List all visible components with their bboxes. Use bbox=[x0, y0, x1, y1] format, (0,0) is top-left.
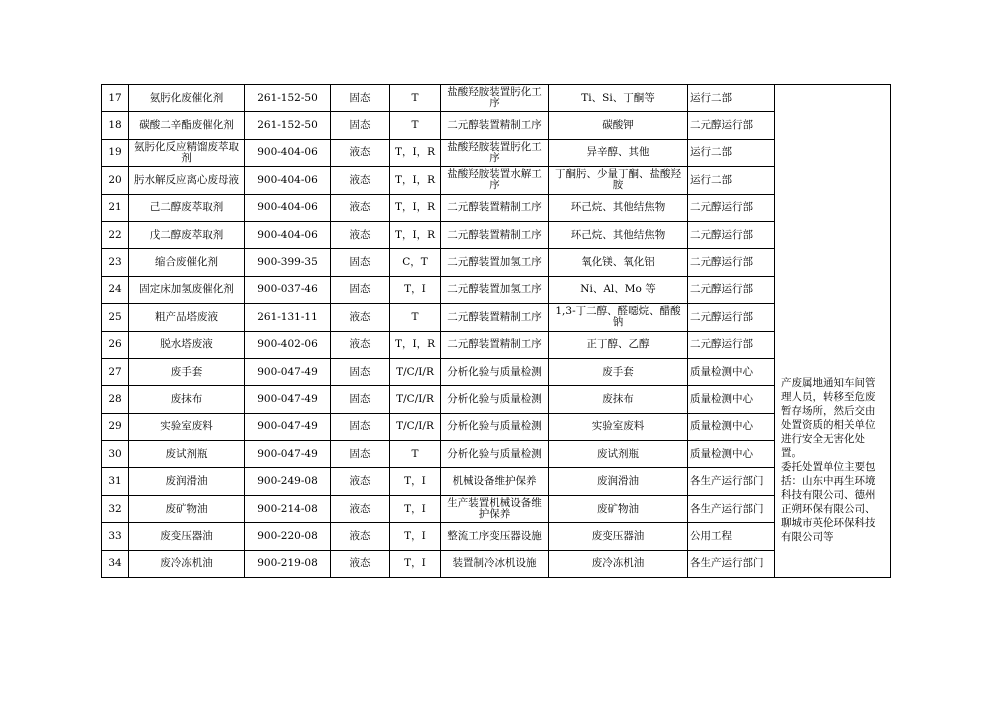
waste-code-cell: 261-152-50 bbox=[245, 85, 331, 112]
table-row bbox=[102, 358, 891, 385]
main-components-cell: 废试剂瓶 bbox=[549, 441, 688, 468]
waste-source-cell: 二元醇装置精制工序 bbox=[441, 304, 549, 331]
row-number-cell: 21 bbox=[102, 194, 129, 221]
hazard-characteristic-cell: T/C/I/R bbox=[390, 358, 441, 385]
hazard-characteristic-cell: T/C/I/R bbox=[390, 413, 441, 440]
waste-source-cell: 分析化验与质量检测 bbox=[441, 441, 549, 468]
waste-code-cell: 900-047-49 bbox=[245, 358, 331, 385]
main-components-cell: 1,3-丁二醇、醛噁烷、醋酸钠 bbox=[549, 304, 688, 331]
main-components-cell: 实验室废料 bbox=[549, 413, 688, 440]
responsible-department-cell: 各生产运行部门 bbox=[688, 550, 775, 577]
waste-code-cell: 900-404-06 bbox=[245, 139, 331, 166]
waste-source-cell: 装置制冷冰机设施 bbox=[441, 550, 549, 577]
main-components-cell: 环己烷、其他结焦物 bbox=[549, 221, 688, 248]
physical-state-cell: 液态 bbox=[331, 194, 390, 221]
row-number-cell: 27 bbox=[102, 358, 129, 385]
waste-source-cell: 盐酸羟胺装置肟化工序 bbox=[441, 85, 549, 112]
physical-state-cell: 固态 bbox=[331, 85, 390, 112]
table-row bbox=[102, 441, 891, 468]
responsible-department-cell: 二元醇运行部 bbox=[688, 194, 775, 221]
hazard-characteristic-cell: T bbox=[390, 112, 441, 139]
waste-code-cell: 900-037-46 bbox=[245, 276, 331, 303]
waste-source-cell: 分析化验与质量检测 bbox=[441, 358, 549, 385]
waste-code-cell: 900-219-08 bbox=[245, 550, 331, 577]
waste-source-cell: 机械设备维护保养 bbox=[441, 468, 549, 495]
table-row bbox=[102, 523, 891, 550]
main-components-cell: Ti、Si、丁酮等 bbox=[549, 85, 688, 112]
waste-source-cell: 分析化验与质量检测 bbox=[441, 413, 549, 440]
waste-name-cell: 碳酸二辛酯废催化剂 bbox=[129, 112, 245, 139]
waste-source-cell: 整流工序变压器设施 bbox=[441, 523, 549, 550]
responsible-department-cell: 二元醇运行部 bbox=[688, 221, 775, 248]
waste-code-cell: 900-404-06 bbox=[245, 194, 331, 221]
table-row bbox=[102, 550, 891, 577]
waste-code-cell: 900-404-06 bbox=[245, 221, 331, 248]
responsible-department-cell: 质量检测中心 bbox=[688, 441, 775, 468]
table-row bbox=[102, 85, 891, 112]
responsible-department-cell: 公用工程 bbox=[688, 523, 775, 550]
waste-source-cell: 分析化验与质量检测 bbox=[441, 386, 549, 413]
physical-state-cell: 固态 bbox=[331, 249, 390, 276]
hazard-characteristic-cell: T，I，R bbox=[390, 139, 441, 166]
hazard-characteristic-cell: T bbox=[390, 304, 441, 331]
physical-state-cell: 液态 bbox=[331, 523, 390, 550]
row-number-cell: 24 bbox=[102, 276, 129, 303]
waste-name-cell: 粗产品塔废液 bbox=[129, 304, 245, 331]
main-components-cell: 正丁醇、乙醇 bbox=[549, 331, 688, 358]
row-number-cell: 34 bbox=[102, 550, 129, 577]
physical-state-cell: 液态 bbox=[331, 167, 390, 194]
responsible-department-cell: 质量检测中心 bbox=[688, 358, 775, 385]
main-components-cell: 废手套 bbox=[549, 358, 688, 385]
table-row bbox=[102, 139, 891, 166]
row-number-cell: 29 bbox=[102, 413, 129, 440]
disposal-contractors-text: 委托处置单位主要包括：山东中再生环境科技有限公司、德州正朔环保有限公司、聊城市英伦环保科技有限公司等 bbox=[781, 461, 876, 544]
row-number-cell: 25 bbox=[102, 304, 129, 331]
physical-state-cell: 液态 bbox=[331, 304, 390, 331]
waste-source-cell: 二元醇装置精制工序 bbox=[441, 221, 549, 248]
waste-name-cell: 废变压器油 bbox=[129, 523, 245, 550]
physical-state-cell: 固态 bbox=[331, 112, 390, 139]
hazard-characteristic-cell: T，I，R bbox=[390, 221, 441, 248]
hazard-characteristic-cell: T，I，R bbox=[390, 194, 441, 221]
waste-code-cell: 900-402-06 bbox=[245, 331, 331, 358]
waste-name-cell: 戊二醇废萃取剂 bbox=[129, 221, 245, 248]
row-number-cell: 30 bbox=[102, 441, 129, 468]
waste-name-cell: 废手套 bbox=[129, 358, 245, 385]
physical-state-cell: 固态 bbox=[331, 276, 390, 303]
table-row bbox=[102, 194, 891, 221]
table-row bbox=[102, 112, 891, 139]
responsible-department-cell: 二元醇运行部 bbox=[688, 276, 775, 303]
physical-state-cell: 液态 bbox=[331, 495, 390, 522]
responsible-department-cell: 运行二部 bbox=[688, 167, 775, 194]
waste-source-cell: 二元醇装置精制工序 bbox=[441, 194, 549, 221]
responsible-department-cell: 运行二部 bbox=[688, 85, 775, 112]
main-components-cell: 异辛醇、其他 bbox=[549, 139, 688, 166]
row-number-cell: 17 bbox=[102, 85, 129, 112]
hazard-characteristic-cell: T，I，R bbox=[390, 331, 441, 358]
hazardous-waste-table bbox=[101, 84, 891, 578]
table-row bbox=[102, 221, 891, 248]
waste-code-cell: 900-047-49 bbox=[245, 441, 331, 468]
row-number-cell: 18 bbox=[102, 112, 129, 139]
waste-source-cell: 二元醇装置加氢工序 bbox=[441, 249, 549, 276]
disposal-note-cell bbox=[775, 85, 891, 578]
main-components-cell: 氧化镁、氧化铝 bbox=[549, 249, 688, 276]
row-number-cell: 26 bbox=[102, 331, 129, 358]
main-components-cell: 废冷冻机油 bbox=[549, 550, 688, 577]
physical-state-cell: 固态 bbox=[331, 413, 390, 440]
hazard-characteristic-cell: C，T bbox=[390, 249, 441, 276]
waste-code-cell: 900-249-08 bbox=[245, 468, 331, 495]
waste-name-cell: 氨肟化废催化剂 bbox=[129, 85, 245, 112]
hazard-characteristic-cell: T，I bbox=[390, 550, 441, 577]
hazard-characteristic-cell: T，I，R bbox=[390, 167, 441, 194]
row-number-cell: 31 bbox=[102, 468, 129, 495]
waste-name-cell: 肟水解反应离心废母液 bbox=[129, 167, 245, 194]
table-row bbox=[102, 167, 891, 194]
main-components-cell: Ni、Al、Mo 等 bbox=[549, 276, 688, 303]
hazard-characteristic-cell: T，I bbox=[390, 276, 441, 303]
table-row bbox=[102, 304, 891, 331]
physical-state-cell: 固态 bbox=[331, 358, 390, 385]
responsible-department-cell: 质量检测中心 bbox=[688, 386, 775, 413]
hazard-characteristic-cell: T bbox=[390, 85, 441, 112]
table-row bbox=[102, 276, 891, 303]
waste-source-cell: 生产装置机械设备维护保养 bbox=[441, 495, 549, 522]
waste-source-cell: 盐酸羟胺装置水解工序 bbox=[441, 167, 549, 194]
waste-source-cell: 盐酸羟胺装置肟化工序 bbox=[441, 139, 549, 166]
responsible-department-cell: 各生产运行部门 bbox=[688, 495, 775, 522]
physical-state-cell: 液态 bbox=[331, 139, 390, 166]
waste-name-cell: 氨肟化反应精馏废萃取剂 bbox=[129, 139, 245, 166]
table-row bbox=[102, 331, 891, 358]
row-number-cell: 23 bbox=[102, 249, 129, 276]
waste-code-cell: 900-047-49 bbox=[245, 386, 331, 413]
waste-name-cell: 固定床加氢废催化剂 bbox=[129, 276, 245, 303]
physical-state-cell: 液态 bbox=[331, 550, 390, 577]
waste-name-cell: 己二醇废萃取剂 bbox=[129, 194, 245, 221]
waste-name-cell: 废抹布 bbox=[129, 386, 245, 413]
waste-name-cell: 缩合废催化剂 bbox=[129, 249, 245, 276]
waste-code-cell: 900-220-08 bbox=[245, 523, 331, 550]
physical-state-cell: 液态 bbox=[331, 331, 390, 358]
row-number-cell: 22 bbox=[102, 221, 129, 248]
responsible-department-cell: 二元醇运行部 bbox=[688, 304, 775, 331]
waste-source-cell: 二元醇装置精制工序 bbox=[441, 112, 549, 139]
main-components-cell: 废润滑油 bbox=[549, 468, 688, 495]
responsible-department-cell: 运行二部 bbox=[688, 139, 775, 166]
table-row bbox=[102, 495, 891, 522]
main-components-cell: 丁酮肟、少量丁酮、盐酸羟胺 bbox=[549, 167, 688, 194]
main-components-cell: 碳酸钾 bbox=[549, 112, 688, 139]
waste-name-cell: 实验室废料 bbox=[129, 413, 245, 440]
table-row bbox=[102, 386, 891, 413]
table-body bbox=[102, 85, 891, 578]
row-number-cell: 20 bbox=[102, 167, 129, 194]
waste-name-cell: 废试剂瓶 bbox=[129, 441, 245, 468]
main-components-cell: 废矿物油 bbox=[549, 495, 688, 522]
responsible-department-cell: 二元醇运行部 bbox=[688, 331, 775, 358]
waste-name-cell: 废矿物油 bbox=[129, 495, 245, 522]
responsible-department-cell: 各生产运行部门 bbox=[688, 468, 775, 495]
responsible-department-cell: 二元醇运行部 bbox=[688, 112, 775, 139]
physical-state-cell: 液态 bbox=[331, 468, 390, 495]
waste-code-cell: 261-152-50 bbox=[245, 112, 331, 139]
waste-name-cell: 废冷冻机油 bbox=[129, 550, 245, 577]
hazard-characteristic-cell: T，I bbox=[390, 523, 441, 550]
table-row bbox=[102, 468, 891, 495]
row-number-cell: 32 bbox=[102, 495, 129, 522]
waste-code-cell: 900-047-49 bbox=[245, 413, 331, 440]
physical-state-cell: 固态 bbox=[331, 386, 390, 413]
physical-state-cell: 固态 bbox=[331, 441, 390, 468]
responsible-department-cell: 质量检测中心 bbox=[688, 413, 775, 440]
waste-code-cell: 900-399-35 bbox=[245, 249, 331, 276]
main-components-cell: 环己烷、其他结焦物 bbox=[549, 194, 688, 221]
table-row bbox=[102, 249, 891, 276]
disposal-procedure-text: 产废属地通知车间管理人员，转移至危废暂存场所，然后交由处置资质的相关单位进行安全无害化处置。 bbox=[781, 377, 876, 460]
hazard-characteristic-cell: T，I bbox=[390, 495, 441, 522]
waste-code-cell: 900-404-06 bbox=[245, 167, 331, 194]
waste-code-cell: 261-131-11 bbox=[245, 304, 331, 331]
table-row bbox=[102, 413, 891, 440]
main-components-cell: 废变压器油 bbox=[549, 523, 688, 550]
waste-name-cell: 脱水塔废液 bbox=[129, 331, 245, 358]
hazard-characteristic-cell: T，I bbox=[390, 468, 441, 495]
row-number-cell: 33 bbox=[102, 523, 129, 550]
row-number-cell: 19 bbox=[102, 139, 129, 166]
responsible-department-cell: 二元醇运行部 bbox=[688, 249, 775, 276]
main-components-cell: 废抹布 bbox=[549, 386, 688, 413]
hazard-characteristic-cell: T bbox=[390, 441, 441, 468]
row-number-cell: 28 bbox=[102, 386, 129, 413]
waste-code-cell: 900-214-08 bbox=[245, 495, 331, 522]
hazard-characteristic-cell: T/C/I/R bbox=[390, 386, 441, 413]
waste-name-cell: 废润滑油 bbox=[129, 468, 245, 495]
waste-source-cell: 二元醇装置加氢工序 bbox=[441, 276, 549, 303]
physical-state-cell: 液态 bbox=[331, 221, 390, 248]
waste-source-cell: 二元醇装置精制工序 bbox=[441, 331, 549, 358]
